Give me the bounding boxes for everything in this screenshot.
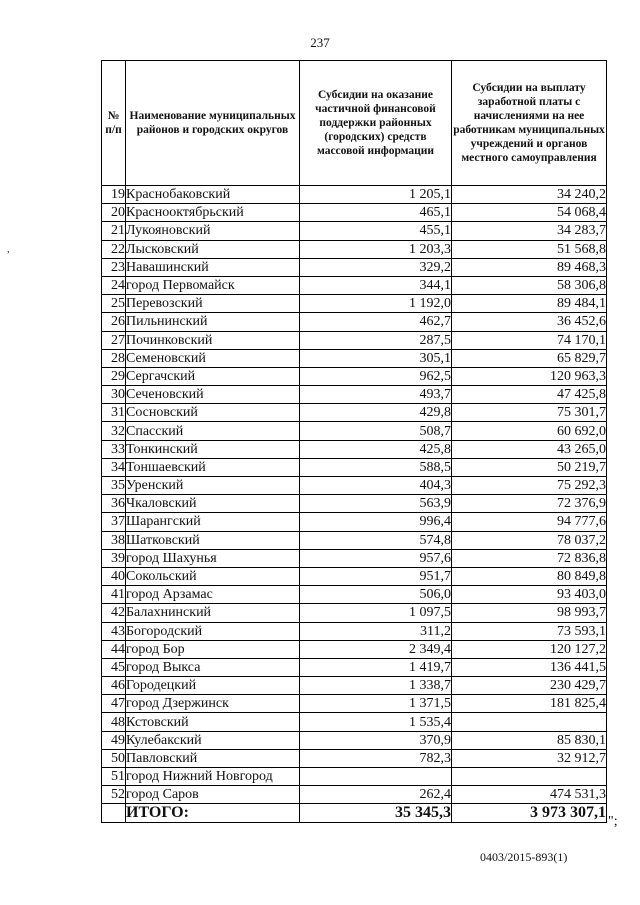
total-media-subsidy: 35 345,3: [300, 804, 452, 823]
row-media-subsidy: 506,0: [300, 586, 452, 604]
row-name: Шатковский: [126, 531, 300, 549]
row-name: Навашинский: [126, 258, 300, 276]
table-row: [102, 349, 607, 367]
row-salary-subsidy: 230 429,7: [452, 677, 607, 695]
page-number: 237: [310, 35, 330, 50]
table-row: [102, 458, 607, 476]
table-row: [102, 440, 607, 458]
row-salary-subsidy: 43 265,0: [452, 440, 607, 458]
row-number: 29: [102, 367, 126, 385]
row-name: Городецкий: [126, 677, 300, 695]
row-name: Кулебакский: [126, 731, 300, 749]
table-row: [102, 640, 607, 658]
row-number: 50: [102, 749, 126, 767]
row-name: Перевозский: [126, 295, 300, 313]
row-name: Лукояновский: [126, 222, 300, 240]
table-row: [102, 677, 607, 695]
row-media-subsidy: 425,8: [300, 440, 452, 458]
row-number: 44: [102, 640, 126, 658]
table-row: [102, 567, 607, 585]
row-salary-subsidy: 72 376,9: [452, 495, 607, 513]
row-media-subsidy: 1 205,1: [300, 186, 452, 204]
document-code: 0403/2015-893(1): [480, 850, 568, 864]
row-number: 32: [102, 422, 126, 440]
table-row: [102, 549, 607, 567]
table-row: [102, 658, 607, 676]
row-number: 49: [102, 731, 126, 749]
row-name: Шарангский: [126, 513, 300, 531]
row-name: Сосновский: [126, 404, 300, 422]
row-name: Уренский: [126, 477, 300, 495]
table-row: [102, 513, 607, 531]
row-salary-subsidy: 65 829,7: [452, 349, 607, 367]
row-salary-subsidy: 34 283,7: [452, 222, 607, 240]
row-number: 22: [102, 240, 126, 258]
total-salary-subsidy: 3 973 307,1: [452, 804, 607, 823]
table-row: [102, 331, 607, 349]
row-name: город Дзержинск: [126, 695, 300, 713]
row-salary-subsidy: 58 306,8: [452, 276, 607, 294]
table-header-row: [102, 61, 607, 186]
row-salary-subsidy: 85 830,1: [452, 731, 607, 749]
table-row: [102, 404, 607, 422]
row-number: 35: [102, 477, 126, 495]
row-number: 31: [102, 404, 126, 422]
table-row: [102, 386, 607, 404]
row-media-subsidy: 1 097,5: [300, 604, 452, 622]
row-name: город Выкса: [126, 658, 300, 676]
row-number: 45: [102, 658, 126, 676]
row-media-subsidy: 429,8: [300, 404, 452, 422]
table-row: [102, 586, 607, 604]
table-row: [102, 531, 607, 549]
table-row: [102, 477, 607, 495]
header-name: Наименование муниципальных районов и городских округов: [126, 61, 300, 186]
row-media-subsidy: 493,7: [300, 386, 452, 404]
row-number: 46: [102, 677, 126, 695]
row-number: 37: [102, 513, 126, 531]
row-media-subsidy: 1 419,7: [300, 658, 452, 676]
row-name: Краснобаковский: [126, 186, 300, 204]
row-media-subsidy: 588,5: [300, 458, 452, 476]
row-salary-subsidy: 98 993,7: [452, 604, 607, 622]
row-media-subsidy: 508,7: [300, 422, 452, 440]
row-media-subsidy: [300, 768, 452, 786]
row-salary-subsidy: 51 568,8: [452, 240, 607, 258]
row-name: Павловский: [126, 749, 300, 767]
row-number: 42: [102, 604, 126, 622]
row-media-subsidy: 462,7: [300, 313, 452, 331]
row-salary-subsidy: 136 441,5: [452, 658, 607, 676]
row-media-subsidy: 2 349,4: [300, 640, 452, 658]
header-media-subsidy: Субсидии на оказание частичной финансовой поддержки районных (городских) средств массовой информации: [300, 61, 452, 186]
row-number: 28: [102, 349, 126, 367]
table-row: [102, 295, 607, 313]
row-name: Сокольский: [126, 567, 300, 585]
row-number: 24: [102, 276, 126, 294]
row-media-subsidy: 344,1: [300, 276, 452, 294]
row-media-subsidy: 404,3: [300, 477, 452, 495]
row-number: 21: [102, 222, 126, 240]
row-salary-subsidy: 36 452,6: [452, 313, 607, 331]
row-number: 34: [102, 458, 126, 476]
row-media-subsidy: 465,1: [300, 204, 452, 222]
table-row: [102, 240, 607, 258]
row-number: 25: [102, 295, 126, 313]
row-number: 41: [102, 586, 126, 604]
total-row: [102, 804, 607, 823]
total-label: ИТОГО:: [126, 804, 300, 823]
row-salary-subsidy: 73 593,1: [452, 622, 607, 640]
table-row: [102, 713, 607, 731]
row-salary-subsidy: 32 912,7: [452, 749, 607, 767]
row-salary-subsidy: 78 037,2: [452, 531, 607, 549]
row-media-subsidy: 996,4: [300, 513, 452, 531]
row-name: город Первомайск: [126, 276, 300, 294]
row-media-subsidy: 563,9: [300, 495, 452, 513]
row-number: 48: [102, 713, 126, 731]
table-row: [102, 367, 607, 385]
row-media-subsidy: 1 192,0: [300, 295, 452, 313]
table-row: [102, 695, 607, 713]
row-salary-subsidy: [452, 768, 607, 786]
row-salary-subsidy: 93 403,0: [452, 586, 607, 604]
table-row: [102, 258, 607, 276]
row-media-subsidy: 262,4: [300, 786, 452, 804]
row-salary-subsidy: 120 127,2: [452, 640, 607, 658]
row-salary-subsidy: 72 836,8: [452, 549, 607, 567]
row-number: 52: [102, 786, 126, 804]
row-number: 23: [102, 258, 126, 276]
row-name: Балахнинский: [126, 604, 300, 622]
row-name: город Бор: [126, 640, 300, 658]
row-number: 26: [102, 313, 126, 331]
row-media-subsidy: 287,5: [300, 331, 452, 349]
row-name: город Шахунья: [126, 549, 300, 567]
table-row: [102, 604, 607, 622]
row-media-subsidy: 782,3: [300, 749, 452, 767]
table-row: [102, 749, 607, 767]
row-name: Спасский: [126, 422, 300, 440]
row-media-subsidy: 329,2: [300, 258, 452, 276]
row-media-subsidy: 370,9: [300, 731, 452, 749]
closing-quote: ";: [608, 814, 618, 829]
row-media-subsidy: 951,7: [300, 567, 452, 585]
table-row: [102, 731, 607, 749]
table-row: [102, 622, 607, 640]
row-number: 39: [102, 549, 126, 567]
row-salary-subsidy: 89 468,3: [452, 258, 607, 276]
row-salary-subsidy: 94 777,6: [452, 513, 607, 531]
row-name: Лысковский: [126, 240, 300, 258]
row-salary-subsidy: 89 484,1: [452, 295, 607, 313]
table-row: [102, 204, 607, 222]
row-media-subsidy: 1 371,5: [300, 695, 452, 713]
table-row: [102, 313, 607, 331]
row-name: Кстовский: [126, 713, 300, 731]
subsidies-table: [101, 60, 607, 823]
header-salary-subsidy: Субсидии на выплату заработной платы с начислениями на нее работникам муниципальных учреждений и органов местного самоуправления: [452, 61, 607, 186]
row-salary-subsidy: 34 240,2: [452, 186, 607, 204]
row-salary-subsidy: [452, 713, 607, 731]
row-salary-subsidy: 74 170,1: [452, 331, 607, 349]
table-body: [102, 186, 607, 804]
row-media-subsidy: 1 203,3: [300, 240, 452, 258]
row-salary-subsidy: 75 292,3: [452, 477, 607, 495]
header-number: № п/п: [102, 61, 126, 186]
row-name: Тонкинский: [126, 440, 300, 458]
row-number: 19: [102, 186, 126, 204]
row-name: город Арзамас: [126, 586, 300, 604]
row-salary-subsidy: 54 068,4: [452, 204, 607, 222]
table-row: [102, 768, 607, 786]
row-name: город Саров: [126, 786, 300, 804]
row-name: город Нижний Новгород: [126, 768, 300, 786]
row-salary-subsidy: 47 425,8: [452, 386, 607, 404]
row-number: 30: [102, 386, 126, 404]
row-name: Краснооктябрьский: [126, 204, 300, 222]
row-number: 38: [102, 531, 126, 549]
table-row: [102, 186, 607, 204]
row-number: 36: [102, 495, 126, 513]
row-media-subsidy: 962,5: [300, 367, 452, 385]
row-number: 27: [102, 331, 126, 349]
row-media-subsidy: 455,1: [300, 222, 452, 240]
table-row: [102, 222, 607, 240]
table-row: [102, 495, 607, 513]
row-name: Сергачский: [126, 367, 300, 385]
row-media-subsidy: 1 535,4: [300, 713, 452, 731]
row-media-subsidy: 1 338,7: [300, 677, 452, 695]
total-number: [102, 804, 126, 823]
row-salary-subsidy: 50 219,7: [452, 458, 607, 476]
row-name: Семеновский: [126, 349, 300, 367]
row-name: Богородский: [126, 622, 300, 640]
row-media-subsidy: 305,1: [300, 349, 452, 367]
row-name: Сеченовский: [126, 386, 300, 404]
row-salary-subsidy: 120 963,3: [452, 367, 607, 385]
row-name: Чкаловский: [126, 495, 300, 513]
row-number: 51: [102, 768, 126, 786]
row-number: 40: [102, 567, 126, 585]
row-media-subsidy: 574,8: [300, 531, 452, 549]
table-row: [102, 786, 607, 804]
row-name: Пильнинский: [126, 313, 300, 331]
row-name: Починковский: [126, 331, 300, 349]
row-number: 20: [102, 204, 126, 222]
row-salary-subsidy: 181 825,4: [452, 695, 607, 713]
table-row: [102, 276, 607, 294]
row-number: 43: [102, 622, 126, 640]
table-row: [102, 422, 607, 440]
margin-mark: ,: [7, 243, 10, 255]
row-number: 33: [102, 440, 126, 458]
row-name: Тоншаевский: [126, 458, 300, 476]
row-salary-subsidy: 80 849,8: [452, 567, 607, 585]
row-salary-subsidy: 474 531,3: [452, 786, 607, 804]
row-salary-subsidy: 75 301,7: [452, 404, 607, 422]
row-media-subsidy: 311,2: [300, 622, 452, 640]
row-media-subsidy: 957,6: [300, 549, 452, 567]
row-number: 47: [102, 695, 126, 713]
row-salary-subsidy: 60 692,0: [452, 422, 607, 440]
